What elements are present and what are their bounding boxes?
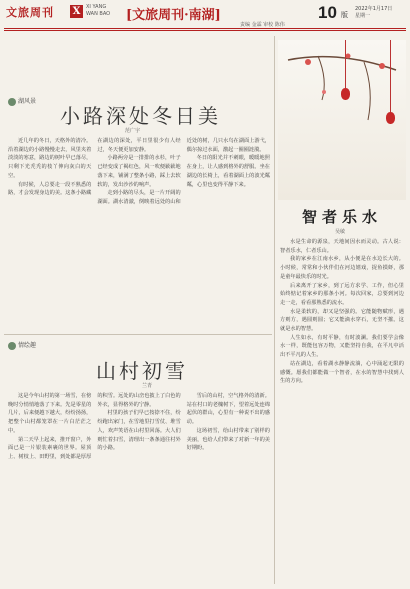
leaf-icon	[8, 342, 16, 350]
article-title-2: 山村初雪	[96, 359, 188, 383]
issue-date: 2022年1月17日 星期一	[355, 6, 393, 19]
column-label-1: 湖风景	[8, 96, 36, 106]
brand-pinyin: XI YANG WAN BAO	[86, 4, 111, 17]
page-unit: 版	[341, 11, 348, 19]
lantern-cord	[345, 40, 346, 88]
article-title-1: 小路深处冬日美	[60, 104, 221, 128]
article-body-2	[8, 392, 270, 584]
paragraph: 雪后的山村，空气格外的清新。站在村口的老槐树下，望着远处连绵起伏的群山，心里有一种说不出的感动。	[186, 393, 270, 426]
paragraph: 近几年的冬日，天格外的清冷。沿着湖边的小路慢慢走去，风里夹着淡淡的寒意，路边的树叶早已落尽，只剩下光秃秃的枝丫伸向灰白的天空。	[8, 138, 92, 179]
paragraph: 小路两旁是一排排的水杉，叶子已经变成了褐红色，风一吹便簌簌地落下来，铺满了整条小路，踩上去软软的，发出沙沙的响声。	[97, 155, 181, 188]
page-number: 10	[318, 3, 337, 22]
header-rule	[4, 28, 406, 29]
article-divider	[4, 334, 272, 335]
article-title-3: 智者乐水	[301, 208, 382, 226]
paragraph: 这是今年山村的第一场雪，在傍晚时分悄悄地落了下来。先是零星的几片，后来便越下越大，纷纷扬扬，把整个山村都笼罩在一片白茫茫之中。	[8, 393, 92, 434]
leaf-icon	[8, 98, 16, 106]
article-body-1	[8, 137, 270, 331]
article-author-2: 兰青	[142, 383, 153, 389]
paragraph: 人生如水，有时平静，有时波澜。我们要学会像水一样，既能包容万物，又能坚持自我，在平凡中活出不平凡的人生。	[280, 334, 404, 359]
brand-logo: X	[70, 5, 83, 18]
column-label-2: 情绘趣	[8, 340, 36, 350]
column-divider	[274, 36, 275, 584]
paragraph: 走到小路的尽头，是一片开阔的湖面。湖水清澈，倒映着远处的山和近处的树，几只水鸟在湖面上游弋，偶尔掠过水面，激起一圈圈涟漪。	[97, 138, 270, 205]
lantern-cord	[390, 40, 391, 112]
lantern-icon	[386, 112, 395, 124]
header-rule-thin	[4, 30, 406, 31]
brand-name: 文旅周刊	[6, 6, 54, 19]
editor-credits: 责编 金霖 审校 陈伟	[240, 22, 285, 28]
article-author-3: 吴敏	[334, 229, 345, 235]
paragraph: 后来离开了家乡，到了远方求学、工作，但心里始终惦记着家乡的那条小河。每次回家，总要到河边走一走，看看那熟悉的流水。	[280, 282, 404, 306]
paragraph: 这场初雪，给山村带来了别样的美丽，也给人们带来了对新一年的美好期盼。	[186, 427, 270, 452]
section-title: [文旅周刊·南湖]	[126, 8, 221, 23]
paragraph: 水是柔软的，却又是坚强的。它能随物赋形，遇方则方，遇圆则圆；它又能滴水穿石，无坚不摧。这就是水的智慧。	[280, 308, 404, 333]
article-author-1: 范广宇	[125, 128, 141, 134]
paragraph: 有时候，人总要走一段不熟悉的路，才会发现身边的美。这条小路藏在湖边的深处，平日里很少有人经过，冬天便更加安静。	[8, 138, 181, 197]
paragraph: 冬日的阳光并不刺眼，暖暖地照在身上，让人感到格外的舒服。坐在湖边的长椅上，看着湖面上的波光粼粼，心里也变得平静下来。	[186, 155, 270, 188]
article-body-3	[280, 238, 404, 584]
paragraph: 水是生命的源泉，天地间因水而灵动。古人说：智者乐水，仁者乐山。	[280, 239, 404, 254]
paragraph: 第二天早上起来，推开窗户，外面已是一片银装素裹的世界。屋顶上、树枝上、田野里，到处都是厚厚的积雪。远处的山峦也披上了白色的外衣，显得格外的宁静。	[8, 393, 181, 460]
paragraph: 我的家乡在江南水乡，从小便是在水边长大的。小时候，常常和小伙伴们在河边嬉戏，捉鱼摸虾，那是童年最快乐的时光。	[280, 256, 404, 280]
lantern-icon	[341, 88, 350, 100]
paragraph: 村里的孩子们早已按捺不住，纷纷跑出家门，在雪地里打雪仗、堆雪人，欢声笑语在山村里回荡。大人们则忙着扫雪，清理出一条条通往村外的小路。	[97, 410, 181, 452]
paragraph: 站在湖边，看着湖水静静流淌，心中涌起无限的感慨。愿我们都能做一个智者，在水的智慧中找到人生的方向。	[280, 360, 404, 385]
